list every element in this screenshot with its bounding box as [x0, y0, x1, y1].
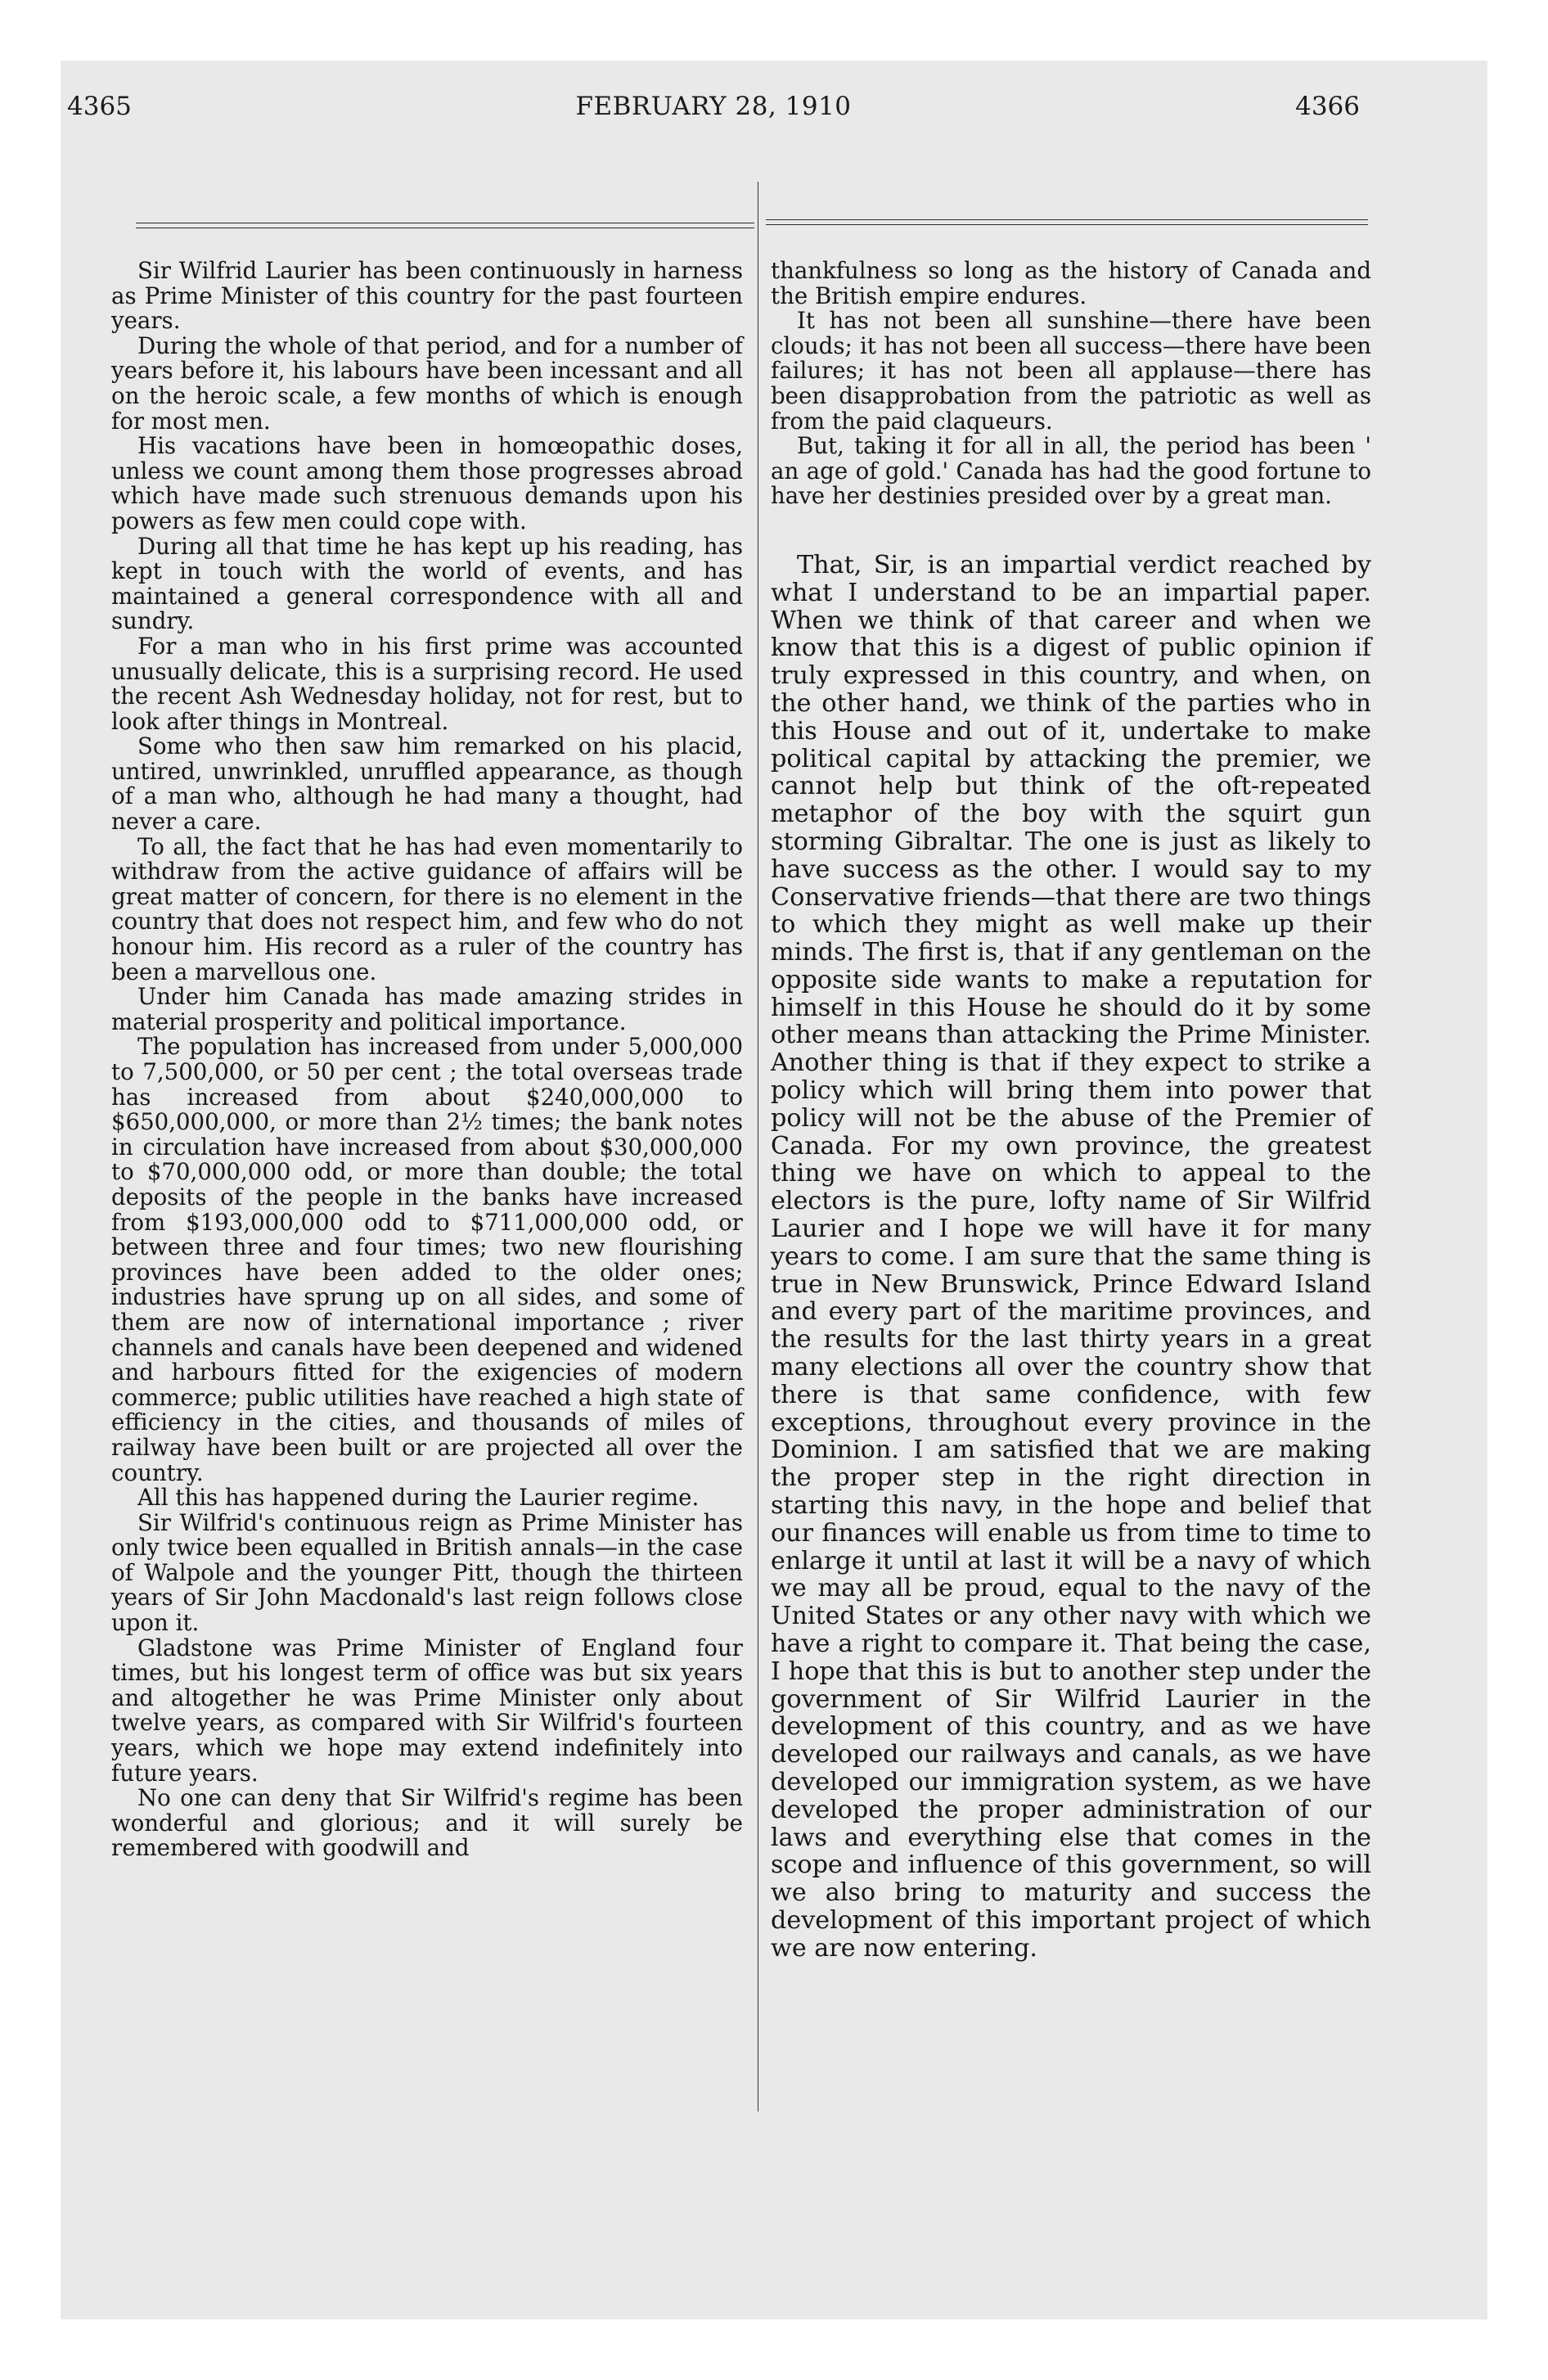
header-rule-right-bottom	[766, 224, 1368, 225]
paragraph: Sir Wilfrid's continuous reign as Prime Minister has only twice been equalled in British annals—in the case of Walpole and the younger Pitt, though the thirteen years of Sir John Macdonald's last reign follows close upon it.	[111, 1508, 743, 1637]
header-rule-right-top	[766, 219, 1368, 220]
paragraph: During all that time he has kept up his reading, has kept in touch with the world of events, and has maintained a general correspondence with all and sundry.	[111, 532, 743, 635]
paragraph: His vacations have been in homœopathic doses, unless we count among them those progresses abroad which have made such strenuous demands upon his powers as few men could cope with.	[111, 432, 743, 534]
left-page-number: 4365	[67, 92, 132, 121]
paragraph: The population has increased from under 5,000,000 to 7,500,000, or 50 per cent ; the total overseas trade has increased from about $240,000,000 to $650,000,000, or more than 2½ times; the bank notes in circulation have increased from about $30,000,000 to $70,000,000 odd, or more than double; the total deposits of the people in the banks have increased from $193,000,000 odd to $711,000,000 odd, or between three and four times; two new flourishing provinces have been added to the older ones; industries have sprung up on all sides, and some of them are now of international importance ; river channels and canals have been deepened and widened and harbours fitted for the exigencies of modern commerce; public utilities have reached a high state of efficiency in the cities, and thousands of miles of railway have been built or are projected all over the country.	[111, 1033, 743, 1486]
paragraph: For a man who in his first prime was accounted unusually delicate, this is a surprising record. He used the recent Ash Wednesday holiday, not for rest, but to look after things in Montreal.	[111, 632, 743, 735]
quote-paragraph: But, taking it for all in all, the period has been ' an age of gold.' Canada has had the good fortune to have her destinies presided over by a great man.	[771, 432, 1371, 510]
paragraph: Some who then saw him remarked on his placid, untired, unwrinkled, unruffled appearance, as though of a man who, although he had many a thought, had never a care.	[111, 732, 743, 836]
left-column	[111, 259, 743, 1861]
speech-paragraph: That, Sir, is an impartial verdict reached by what I understand to be an impartial paper. When we think of that career and when we know that this is a digest of public opinion if truly expressed in this country, and when, on the other hand, we think of the parties who in this House and out of it, undertake to make political capital by attacking the premier, we cannot help but think of the oft-repeated metaphor of the boy with the squirt gun storming Gibraltar. The one is just as likely to have success as the other. I would say to my Conservative friends—that there are two things to which they might as well make up their minds. The first is, that if any gentleman on the opposite side wants to make a reputation for himself in this House he should do it by some other means than attacking the Prime Minister. Another thing is that if they expect to strike a policy which will bring them into power that policy will not be the abuse of the Premier of Canada. For my own province, the greatest thing we have on which to appeal to the electors is the pure, lofty name of Sir Wilfrid Laurier and I hope we will have it for many years to come. I am sure that the same thing is true in New Brunswick, Prince Edward Island and every part of the maritime provinces, and the results for the last thirty years in a great many elections all over the country show that there is that same confidence, with few exceptions, throughout every province in the Dominion. I am satisfied that we are making the proper step in the right direction in starting this navy, in the hope and belief that our finances will enable us from time to time to enlarge it until at last it will be a navy of which we may all be proud, equal to the navy of the United States or any other navy with which we have a right to compare it. That being the case, I hope that this is but to another step under the government of Sir Wilfrid Laurier in the development of this country, and as we have developed our railways and canals, as we have developed our immigration system, as we have developed the proper administration of our laws and everything else that comes in the scope and influence of this government, so will we also bring to maturity and success the development of this important project of which we are now entering.	[771, 550, 1371, 1963]
right-column	[771, 259, 1371, 1963]
page-date: FEBRUARY 28, 1910	[575, 92, 852, 121]
quote-paragraph: It has not been all sunshine—there have been clouds; it has not been all success—there have been failures; it has not been all applause—there has been disapprobation from the patriotic as well as from the paid claqueurs.	[771, 307, 1371, 435]
paragraph: Under him Canada has made amazing strides in material prosperity and political importance.	[111, 983, 743, 1035]
paragraph: To all, the fact that he has had even momentarily to withdraw from the active guidance of affairs will be great matter of concern, for there is no element in the country that does not respect him, and few who do not honour him. His record as a ruler of the country has been a marvellous one.	[111, 832, 743, 985]
paragraph: During the whole of that period, and for a number of years before it, his labours have been incessant and all on the heroic scale, a few months of which is enough for most men.	[111, 331, 743, 435]
paragraph: No one can deny that Sir Wilfrid's regime has been wonderful and glorious; and it will surely be remembered with goodwill and	[111, 1784, 743, 1862]
right-page-number: 4366	[1295, 92, 1360, 121]
paragraph: Gladstone was Prime Minister of England four times, but his longest term of office was but six years and altogether he was Prime Minister only about twelve years, as compared with Sir Wilfrid's fourteen years, which we hope may extend indefinitely into future years.	[111, 1634, 743, 1787]
page-header	[67, 92, 1360, 128]
paragraph: All this has happened during the Laurier regime.	[137, 1484, 700, 1512]
quote-continuation: thankfulness so long as the history of Canada and the British empire endures.	[771, 257, 1371, 309]
paragraph: Sir Wilfrid Laurier has been continuously in harness as Prime Minister of this country for the past fourteen years.	[111, 257, 743, 335]
